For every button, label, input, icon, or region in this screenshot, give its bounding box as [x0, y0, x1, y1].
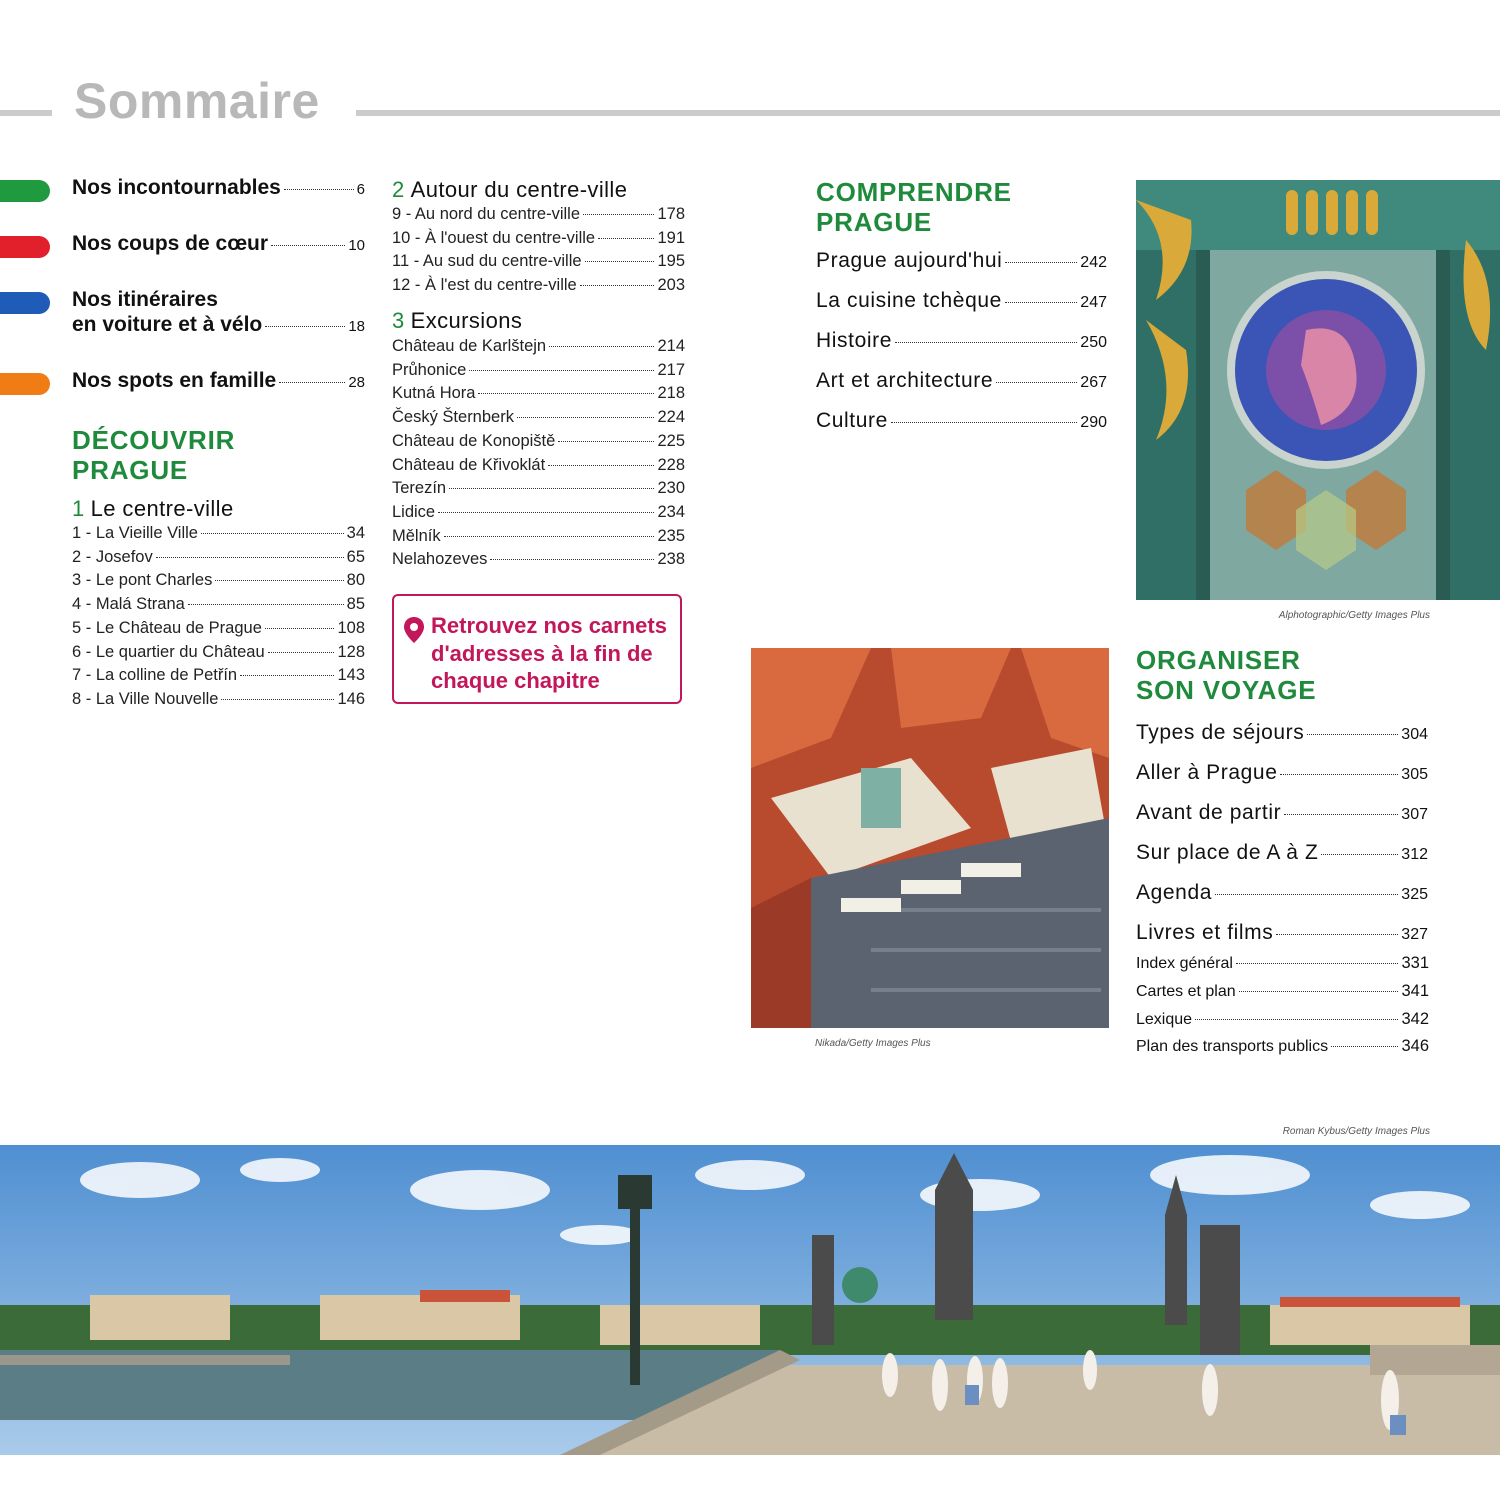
toc-item[interactable]: 12 - À l'est du centre-ville 203: [392, 276, 685, 295]
section-decouvrir-title: DÉCOUVRIR PRAGUE: [72, 425, 236, 485]
toc-item[interactable]: Art et architecture 267: [816, 369, 1107, 392]
toc-item[interactable]: Index général 331: [1136, 954, 1429, 972]
toc-item[interactable]: Kutná Hora 218: [392, 384, 685, 403]
chapter-2-title: 2 Autour du centre-ville: [392, 177, 628, 202]
page-title: Sommaire: [74, 73, 320, 129]
toc-item[interactable]: Český Šternberk 224: [392, 408, 685, 427]
toc-spots-famille[interactable]: Nos spots en famille 28: [72, 369, 365, 392]
toc-item[interactable]: Livres et films 327: [1136, 921, 1428, 944]
toc-item[interactable]: Průhonice 217: [392, 360, 685, 379]
toc-item[interactable]: Histoire 250: [816, 329, 1107, 352]
tab-red: [0, 236, 50, 258]
toc-item[interactable]: La cuisine tchèque 247: [816, 289, 1107, 312]
toc-item[interactable]: Nelahozeves 238: [392, 550, 685, 569]
photo-credit: Alphotographic/Getty Images Plus: [1278, 610, 1430, 621]
tab-orange: [0, 373, 50, 395]
toc-item[interactable]: 10 - À l'ouest du centre-ville 191: [392, 228, 685, 247]
toc-item[interactable]: 3 - Le pont Charles 80: [72, 571, 365, 590]
chapter-3-title: 3 Excursions: [392, 308, 523, 333]
photo-credit: Roman Kybus/Getty Images Plus: [1282, 1126, 1430, 1137]
toc-item[interactable]: Culture 290: [816, 409, 1107, 432]
stained-glass-photo: [1136, 180, 1500, 600]
toc-item[interactable]: Lexique 342: [1136, 1009, 1429, 1028]
toc-item[interactable]: Plan des transports publics 346: [1136, 1037, 1429, 1056]
map-pin-icon: [403, 616, 425, 644]
toc-item[interactable]: 2 - Josefov 65: [72, 547, 365, 566]
toc-item[interactable]: 6 - Le quartier du Château 128: [72, 642, 365, 661]
chapter-3-list: [392, 335, 685, 572]
comprendre-list: [816, 242, 1107, 442]
chapter-1-list: [72, 522, 365, 712]
toc-itineraires-line1: Nos itinéraires: [72, 288, 218, 311]
toc-item[interactable]: Cartes et plan 341: [1136, 981, 1429, 1000]
toc-itineraires[interactable]: en voiture et à vélo 18: [72, 313, 365, 336]
toc-incontournables[interactable]: Nos incontournables 6: [72, 176, 365, 199]
toc-item[interactable]: Château de Křivoklát 228: [392, 455, 685, 474]
toc-item[interactable]: 9 - Au nord du centre-ville 178: [392, 205, 685, 223]
chapter-2-list: [392, 203, 685, 298]
toc-item[interactable]: Château de Karlštejn 214: [392, 337, 685, 355]
toc-item[interactable]: 11 - Au sud du centre-ville 195: [392, 252, 685, 271]
toc-item[interactable]: 8 - La Ville Nouvelle 146: [72, 689, 365, 708]
tab-green: [0, 180, 50, 202]
organiser-list: [1136, 714, 1428, 954]
toc-item[interactable]: Sur place de A à Z 312: [1136, 841, 1428, 864]
section-comprendre-title: COMPRENDRE PRAGUE: [816, 177, 1012, 237]
toc-item[interactable]: Terezín 230: [392, 479, 685, 498]
annex-list: [1136, 950, 1429, 1061]
title-rule-right: [356, 110, 1500, 116]
toc-item[interactable]: Types de séjours 304: [1136, 721, 1428, 744]
toc-item[interactable]: Château de Konopiště 225: [392, 431, 685, 450]
toc-item[interactable]: 4 - Malá Strana 85: [72, 595, 365, 614]
toc-coups-de-coeur[interactable]: Nos coups de cœur 10: [72, 232, 365, 255]
toc-item[interactable]: Agenda 325: [1136, 881, 1428, 904]
toc-item[interactable]: Aller à Prague 305: [1136, 761, 1428, 784]
toc-item[interactable]: 1 - La Vieille Ville 34: [72, 524, 365, 542]
toc-item[interactable]: Lidice 234: [392, 502, 685, 521]
toc-item[interactable]: Mělník 235: [392, 526, 685, 545]
toc-item[interactable]: 5 - Le Château de Prague 108: [72, 618, 365, 637]
chapter-1-title: 1 Le centre-ville: [72, 496, 234, 521]
old-town-square-photo: [751, 648, 1109, 1028]
section-organiser-title: ORGANISER SON VOYAGE: [1136, 645, 1317, 705]
address-book-callout: Retrouvez nos carnets d'adresses à la fin de chaque chapitre: [392, 594, 682, 704]
charles-bridge-panorama: [0, 1145, 1500, 1455]
toc-item[interactable]: Avant de partir 307: [1136, 801, 1428, 824]
photo-credit: Nikada/Getty Images Plus: [815, 1038, 931, 1049]
title-rule-left: [0, 110, 52, 116]
toc-item[interactable]: Prague aujourd'hui 242: [816, 249, 1107, 272]
toc-item[interactable]: 7 - La colline de Petřín 143: [72, 666, 365, 685]
tab-blue: [0, 292, 50, 314]
